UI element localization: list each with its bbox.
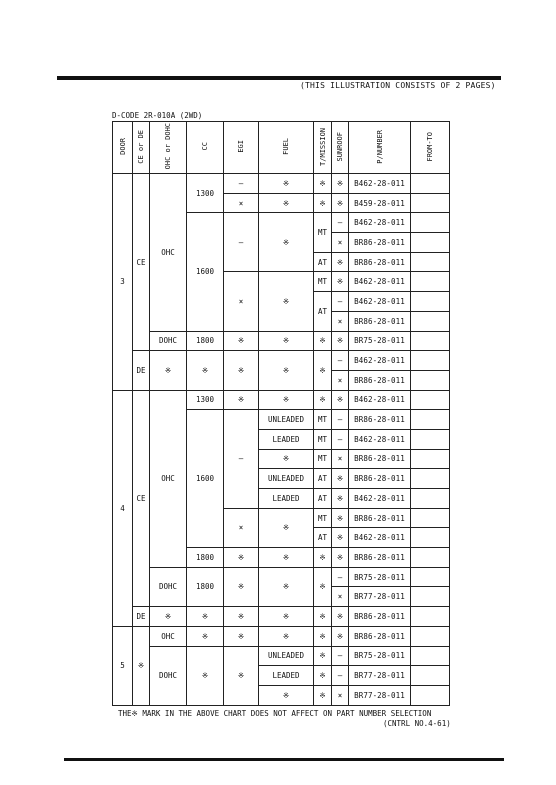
egi-cell: ※ <box>224 646 259 705</box>
part-number: BR75-28-011 <box>349 567 411 587</box>
from-to-cell <box>411 666 450 686</box>
tmission-cell: AT <box>314 528 332 548</box>
fuel-cell: ※ <box>259 449 314 469</box>
col-cc: CC <box>187 122 224 174</box>
from-to-cell <box>411 174 450 194</box>
table-row <box>113 331 450 351</box>
fuel-cell: ※ <box>259 213 314 272</box>
engine-cell: OHC <box>150 174 187 332</box>
engine-cell: ※ <box>150 607 187 627</box>
egi-cell: ※ <box>224 626 259 646</box>
part-number: B462-28-011 <box>349 390 411 410</box>
sunroof-cell: – <box>332 646 349 666</box>
egi-cell: – <box>224 410 259 508</box>
fuel-cell: ※ <box>259 272 314 331</box>
part-number: B462-28-011 <box>349 213 411 233</box>
tmission-cell: ※ <box>314 685 332 705</box>
sunroof-cell: ※ <box>332 607 349 627</box>
col-pnumber: P/NUMBER <box>349 122 411 174</box>
fuel-cell: LEADED <box>259 489 314 509</box>
tmission-cell: ※ <box>314 666 332 686</box>
fuel-cell: LEADED <box>259 429 314 449</box>
from-to-cell <box>411 370 450 390</box>
part-number: B462-28-011 <box>349 429 411 449</box>
sunroof-cell: × <box>332 685 349 705</box>
col-ohc-dohc: OHC or DOHC <box>150 122 187 174</box>
from-to-cell <box>411 685 450 705</box>
fuel-cell: UNLEADED <box>259 646 314 666</box>
egi-cell: – <box>224 174 259 194</box>
table-row <box>113 390 450 410</box>
from-to-cell <box>411 469 450 489</box>
from-to-cell <box>411 567 450 587</box>
from-to-cell <box>411 548 450 568</box>
part-number: BR75-28-011 <box>349 646 411 666</box>
egi-cell: ※ <box>224 390 259 410</box>
cc-cell: 1300 <box>187 390 224 410</box>
cc-cell: 1800 <box>187 331 224 351</box>
ce-de-cell: CE <box>133 174 150 351</box>
fuel-cell: ※ <box>259 193 314 213</box>
part-number: B459-28-011 <box>349 193 411 213</box>
cc-cell: 1600 <box>187 213 224 331</box>
part-number: BR77-28-011 <box>349 685 411 705</box>
egi-cell: ※ <box>224 331 259 351</box>
top-rule <box>57 76 501 80</box>
part-number: BR86-28-011 <box>349 311 411 331</box>
part-number: BR77-28-011 <box>349 666 411 686</box>
part-number: BR86-28-011 <box>349 410 411 430</box>
part-number: B462-28-011 <box>349 528 411 548</box>
tmission-cell: ※ <box>314 390 332 410</box>
cc-cell: 1800 <box>187 567 224 606</box>
page-count-note: (THIS ILLUSTRATION CONSISTS OF 2 PAGES) <box>300 81 496 90</box>
table-row <box>113 351 450 371</box>
from-to-cell <box>411 489 450 509</box>
from-to-cell <box>411 429 450 449</box>
egi-cell: × <box>224 193 259 213</box>
col-fuel: FUEL <box>259 122 314 174</box>
egi-cell: ※ <box>224 567 259 606</box>
from-to-cell <box>411 252 450 272</box>
part-number: B462-28-011 <box>349 351 411 371</box>
tmission-cell: ※ <box>314 548 332 568</box>
fuel-cell: UNLEADED <box>259 469 314 489</box>
sunroof-cell: – <box>332 213 349 233</box>
engine-cell: OHC <box>150 626 187 646</box>
part-number: BR86-28-011 <box>349 252 411 272</box>
part-number: BR86-28-011 <box>349 508 411 528</box>
sunroof-cell: ※ <box>332 626 349 646</box>
fuel-cell: ※ <box>259 390 314 410</box>
mark-explanation-note: THE※ MARK IN THE ABOVE CHART DOES NOT AFFECT ON PART NUMBER SELECTION <box>118 709 432 718</box>
egi-cell: ※ <box>224 351 259 390</box>
door-cell: 4 <box>113 390 133 626</box>
col-ce-de: CE or DE <box>133 122 150 174</box>
sunroof-cell: ※ <box>332 469 349 489</box>
table-row <box>113 646 450 666</box>
part-number: BR86-28-011 <box>349 548 411 568</box>
fuel-cell: ※ <box>259 567 314 606</box>
part-number: BR86-28-011 <box>349 233 411 253</box>
tmission-cell: AT <box>314 489 332 509</box>
tmission-cell: ※ <box>314 174 332 194</box>
egi-cell: × <box>224 272 259 331</box>
engine-cell: ※ <box>150 351 187 390</box>
ce-de-cell: DE <box>133 607 150 627</box>
sunroof-cell: ※ <box>332 252 349 272</box>
from-to-cell <box>411 331 450 351</box>
from-to-cell <box>411 508 450 528</box>
cc-cell: ※ <box>187 646 224 705</box>
sunroof-cell: – <box>332 410 349 430</box>
from-to-cell <box>411 587 450 607</box>
table-row <box>113 567 450 587</box>
tmission-cell: MT <box>314 213 332 252</box>
fuel-cell: LEADED <box>259 666 314 686</box>
part-number: BR86-28-011 <box>349 469 411 489</box>
sunroof-cell: – <box>332 351 349 371</box>
sunroof-cell: – <box>332 567 349 587</box>
from-to-cell <box>411 607 450 627</box>
from-to-cell <box>411 272 450 292</box>
tmission-cell: ※ <box>314 193 332 213</box>
from-to-cell <box>411 351 450 371</box>
door-cell: 5 <box>113 626 133 705</box>
tmission-cell: ※ <box>314 331 332 351</box>
table-row <box>113 607 450 627</box>
sunroof-cell: ※ <box>332 390 349 410</box>
d-code-label: D-CODE 2R-010A (2WD) <box>112 111 203 120</box>
from-to-cell <box>411 626 450 646</box>
tmission-cell: MT <box>314 429 332 449</box>
sunroof-cell: ※ <box>332 193 349 213</box>
fuel-cell: ※ <box>259 626 314 646</box>
part-number: B462-28-011 <box>349 489 411 509</box>
from-to-cell <box>411 213 450 233</box>
fuel-cell: ※ <box>259 508 314 547</box>
bottom-rule <box>64 758 504 761</box>
from-to-cell <box>411 449 450 469</box>
from-to-cell <box>411 646 450 666</box>
part-number: B462-28-011 <box>349 174 411 194</box>
tmission-cell: ※ <box>314 567 332 606</box>
sunroof-cell: ※ <box>332 272 349 292</box>
egi-cell: – <box>224 213 259 272</box>
sunroof-cell: – <box>332 429 349 449</box>
cc-cell: 1300 <box>187 174 224 213</box>
tmission-cell: ※ <box>314 626 332 646</box>
table-row <box>113 174 450 194</box>
from-to-cell <box>411 193 450 213</box>
header-row <box>113 122 450 174</box>
sunroof-cell: ※ <box>332 489 349 509</box>
tmission-cell: MT <box>314 410 332 430</box>
sunroof-cell: ※ <box>332 174 349 194</box>
fuel-cell: ※ <box>259 331 314 351</box>
ce-de-cell: CE <box>133 390 150 607</box>
sunroof-cell: ※ <box>332 508 349 528</box>
cc-cell: ※ <box>187 607 224 627</box>
part-number: BR75-28-011 <box>349 331 411 351</box>
sunroof-cell: × <box>332 311 349 331</box>
from-to-cell <box>411 390 450 410</box>
from-to-cell <box>411 311 450 331</box>
fuel-cell: ※ <box>259 351 314 390</box>
fuel-cell: UNLEADED <box>259 410 314 430</box>
engine-cell: OHC <box>150 390 187 567</box>
tmission-cell: MT <box>314 272 332 292</box>
sunroof-cell: ※ <box>332 331 349 351</box>
tmission-cell: MT <box>314 449 332 469</box>
tmission-cell: AT <box>314 469 332 489</box>
from-to-cell <box>411 233 450 253</box>
sunroof-cell: – <box>332 292 349 312</box>
tmission-cell: AT <box>314 292 332 331</box>
engine-cell: DOHC <box>150 331 187 351</box>
door-cell: 3 <box>113 174 133 391</box>
tmission-cell: AT <box>314 252 332 272</box>
from-to-cell <box>411 292 450 312</box>
parts-table <box>112 121 450 706</box>
fuel-cell: ※ <box>259 607 314 627</box>
tmission-cell: ※ <box>314 646 332 666</box>
egi-cell: ※ <box>224 607 259 627</box>
col-egi: EGI <box>224 122 259 174</box>
part-number: B462-28-011 <box>349 292 411 312</box>
sunroof-cell: – <box>332 666 349 686</box>
part-number: B462-28-011 <box>349 272 411 292</box>
sunroof-cell: ※ <box>332 548 349 568</box>
cc-cell: 1600 <box>187 410 224 548</box>
part-number: BR86-28-011 <box>349 370 411 390</box>
engine-cell: DOHC <box>150 567 187 606</box>
ce-de-cell: ※ <box>133 626 150 705</box>
engine-cell: DOHC <box>150 646 187 705</box>
col-sunroof: SUNROOF <box>332 122 349 174</box>
col-tmission: T/MISSION <box>314 122 332 174</box>
fuel-cell: ※ <box>259 685 314 705</box>
fuel-cell: ※ <box>259 174 314 194</box>
part-number: BR86-28-011 <box>349 449 411 469</box>
egi-cell: ※ <box>224 548 259 568</box>
tmission-cell: ※ <box>314 351 332 390</box>
egi-cell: × <box>224 508 259 547</box>
from-to-cell <box>411 410 450 430</box>
table-row <box>113 626 450 646</box>
tmission-cell: ※ <box>314 607 332 627</box>
sunroof-cell: × <box>332 233 349 253</box>
control-number: (CNTRL NO.4-61) <box>383 719 451 728</box>
sunroof-cell: × <box>332 449 349 469</box>
from-to-cell <box>411 528 450 548</box>
fuel-cell: ※ <box>259 548 314 568</box>
part-number: BR86-28-011 <box>349 626 411 646</box>
cc-cell: 1800 <box>187 548 224 568</box>
sunroof-cell: × <box>332 370 349 390</box>
part-number: BR86-28-011 <box>349 607 411 627</box>
part-number: BR77-28-011 <box>349 587 411 607</box>
col-door: DOOR <box>113 122 133 174</box>
cc-cell: ※ <box>187 626 224 646</box>
col-from-to: FROM-TO <box>411 122 450 174</box>
tmission-cell: MT <box>314 508 332 528</box>
ce-de-cell: DE <box>133 351 150 390</box>
sunroof-cell: ※ <box>332 528 349 548</box>
sunroof-cell: × <box>332 587 349 607</box>
cc-cell: ※ <box>187 351 224 390</box>
